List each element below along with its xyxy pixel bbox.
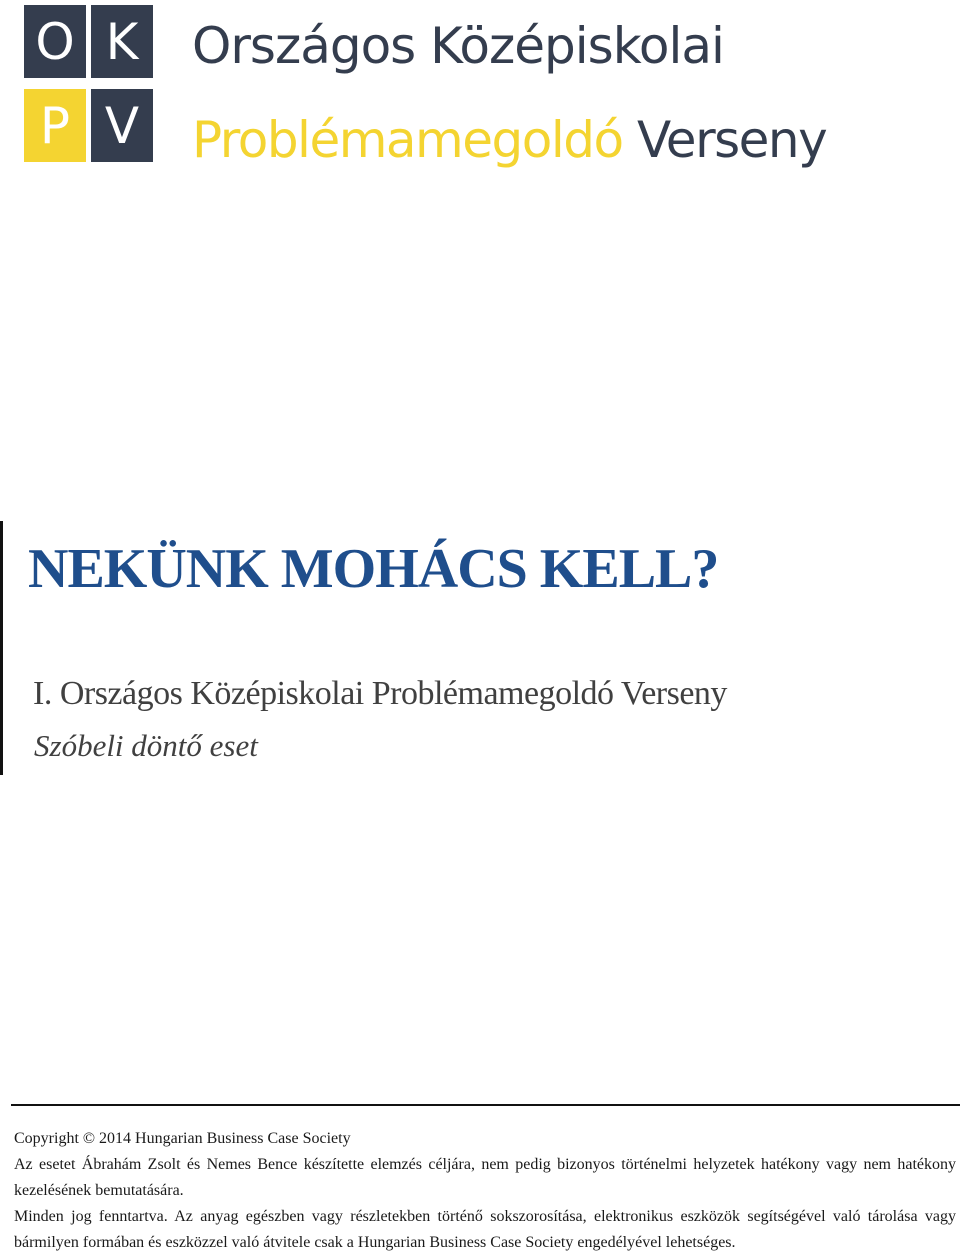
copyright-footer <box>14 1126 956 1256</box>
logo-tile-k: K <box>91 5 153 78</box>
logo-line-2-highlight: Problémamegoldó <box>192 111 623 169</box>
copyright-line: Copyright © 2014 Hungarian Business Case Society <box>14 1130 351 1147</box>
logo-tile-o: O <box>24 5 86 78</box>
competition-name: I. Országos Középiskolai Problémamegoldó Verseny <box>33 675 727 712</box>
logo-tiles <box>24 5 153 162</box>
logo-tile-v: V <box>91 89 153 162</box>
logo-tile-p: P <box>24 89 86 162</box>
logo-line-1: Országos Középiskolai <box>192 17 724 75</box>
footer-divider <box>11 1104 960 1106</box>
logo-line-2-rest: Verseny <box>636 111 827 169</box>
title-accent-bar <box>0 521 3 775</box>
authors-note: Az esetet Ábrahám Zsolt és Nemes Bence készítette elemzés céljára, nem pedig bizonyos történelmi helyzetek hatékony vagy nem hatékony kezelésének bemutatására. <box>14 1156 956 1199</box>
rights-notice: Minden jog fenntartva. Az anyag egészben vagy részletekben történő sokszorosítása, elektronikus eszközök segítségével való tárolása vagy bármilyen formában és eszközzel való átvitele csak a Hungarian Business Case Society engedélyével lehetséges. <box>14 1208 956 1251</box>
case-type: Szóbeli döntő eset <box>34 728 258 763</box>
case-title: NEKÜNK MOHÁCS KELL? <box>28 538 719 600</box>
logo-wordmark <box>192 17 826 169</box>
logo-line-2 <box>192 111 826 169</box>
